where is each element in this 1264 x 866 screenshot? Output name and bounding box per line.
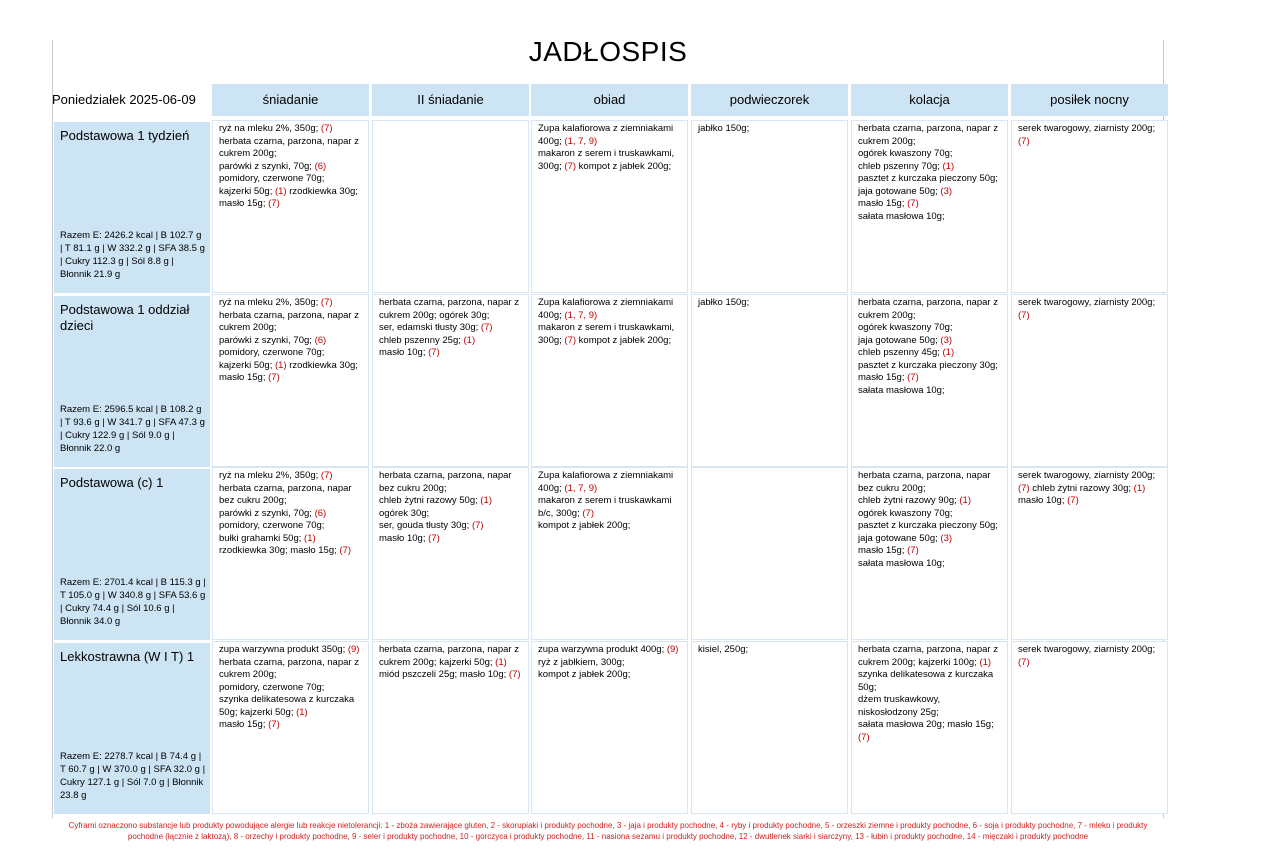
diet-row-header <box>54 122 210 293</box>
diet-name: Podstawowa (c) 1 <box>60 475 164 490</box>
nutrition-summary: Razem E: 2426.2 kcal | B 102.7 g | T 81.1 g | W 332.2 g | SFA 38.5 g | Cukry 112.3 g | Sól 8.8 g | Błonnik 21.9 g <box>60 230 205 280</box>
allergen-marker: (7) <box>1018 135 1030 147</box>
allergen-marker: (1) <box>480 495 493 506</box>
allergen-footnote: Cyframi oznaczono substancje lub produkty powodujące alergie lub reakcje nietolerancji: 1 - zboża zawierające gluten, 2 - skorupiaki i produkty pochodne, 3 - jaja i produkty pochodne, 4 - ryby i produkty pochodne, 5 - orzeszki ziemne i produkty pochodne, 6 - soja i produkty pochodne, 7 - mleko i produkty pochodne (łącznie z laktozą), 8 - orzechy i produkty pochodne, 9 - seler i produkty pochodne, 10 - gorczyca i produkty pochodne, 11 - nasiona sezamu i produkty pochodne, 12 - dwutlenek siarki i siarczyny, 13 - łubin i produkty pochodne, 14 - mięczaki i produkty pochodne <box>68 821 1148 841</box>
page-title: JADŁOSPIS <box>528 36 688 67</box>
date-label: Poniedziałek 2025-06-09 <box>52 92 196 107</box>
meal-cell: serek twarogowy, ziarnisty 200g; (7) <box>1011 120 1168 293</box>
meal-cell: serek twarogowy, ziarnisty 200g; (7) <box>1011 294 1168 467</box>
allergen-marker: (7) <box>1067 495 1079 506</box>
allergen-marker: (1, 7, 9) <box>564 482 598 494</box>
allergen-marker: (1) <box>979 656 992 668</box>
allergen-marker: (7) <box>1018 309 1030 321</box>
allergen-marker: (7) <box>907 198 919 209</box>
allergen-marker: (1) <box>959 495 972 506</box>
meal-cell: Zupa kalafiorowa z ziemniakami 400g; (1, 7, 9) makaron z serem i truskawkami b/c, 300g; (7) kompot z jabłek 200g; <box>531 467 688 640</box>
allergen-marker: (7) <box>1018 482 1030 494</box>
allergen-marker: (1) <box>495 656 507 668</box>
left-border <box>52 40 53 818</box>
column-header: obiad <box>531 84 688 116</box>
column-header: posiłek nocny <box>1011 84 1168 116</box>
meal-cell: herbata czarna, parzona, napar bez cukru 200g; chleb żytni razowy 50g; (1) ogórek 30g; ser, gouda tłusty 30g; (7) masło 10g; (7) <box>372 467 529 640</box>
meal-cell: zupa warzywna produkt 350g; (9) herbata czarna, parzona, napar z cukrem 200g; pomidory, czerwone 70g; szynka delikatesowa z kurczaka 50g; kajzerki 50g; (1) masło 15g; (7) <box>212 641 369 814</box>
meal-cell: serek twarogowy, ziarnisty 200g; (7) chleb żytni razowy 30g; (1) masło 10g; (7) <box>1011 467 1168 640</box>
diet-row-header <box>54 296 210 467</box>
diet-name: Podstawowa 1 oddział dzieci <box>60 302 190 333</box>
meal-cell: kisiel, 250g; <box>691 641 848 814</box>
meal-cell: zupa warzywna produkt 400g; (9) ryż z jabłkiem, 300g; kompot z jabłek 200g; <box>531 641 688 814</box>
diet-row-header <box>54 469 210 640</box>
meal-cell: jabłko 150g; <box>691 120 848 293</box>
allergen-marker: (7) <box>480 322 493 333</box>
meal-cell <box>372 120 529 293</box>
allergen-marker: (1) <box>296 706 308 718</box>
meal-cell: herbata czarna, parzona, napar z cukrem 200g; ogórek 30g; ser, edamski tłusty 30g; (7) chleb pszenny 25g; (1) masło 10g; (7) <box>372 294 529 467</box>
allergen-marker: (1) <box>304 532 316 544</box>
allergen-marker: (7) <box>564 160 577 172</box>
meal-cell <box>691 467 848 640</box>
allergen-marker: (7) <box>907 372 919 383</box>
meal-cell: herbata czarna, parzona, napar z cukrem 200g; kajzerki 100g; (1) szynka delikatesowa z kurczaka 50g; dżem truskawkowy, niskosłodzony 25g; sałata masłowa 20g; masło 15g; (7) <box>851 641 1008 814</box>
allergen-marker: (1) <box>942 347 955 358</box>
meal-cell: ryż na mleku 2%, 350g; (7) herbata czarna, parzona, napar bez cukru 200g; parówki z szynki, 70g; (6) pomidory, czerwone 70g; bułki grahamki 50g; (1) rzodkiewka 30g; masło 15g; (7) <box>212 467 369 640</box>
allergen-marker: (1, 7, 9) <box>564 135 598 147</box>
diet-name: Lekkostrawna (W I T) 1 <box>60 649 195 664</box>
allergen-marker: (7) <box>268 719 280 730</box>
nutrition-summary: Razem E: 2278.7 kcal | B 74.4 g | T 60.7 g | W 370.0 g | SFA 32.0 g | Cukry 127.1 g | Sól 7.0 g | Błonnik 23.8 g <box>60 751 206 801</box>
allergen-marker: (7) <box>320 470 333 481</box>
allergen-marker: (7) <box>858 731 870 743</box>
nutrition-summary: Razem E: 2701.4 kcal | B 115.3 g | T 105.0 g | W 340.8 g | SFA 53.6 g | Cukry 74.4 g | Sól 10.6 g | Błonnik 34.0 g <box>60 577 206 627</box>
allergen-marker: (3) <box>940 334 953 346</box>
allergen-marker: (7) <box>428 532 440 544</box>
allergen-marker: (7) <box>320 123 333 134</box>
meal-cell: ryż na mleku 2%, 350g; (7) herbata czarna, parzona, napar z cukrem 200g; parówki z szynki, 70g; (6) pomidory, czerwone 70g; kajzerki 50g; (1) rzodkiewka 30g; masło 15g; (7) <box>212 294 369 467</box>
allergen-marker: (7) <box>907 545 919 556</box>
allergen-marker: (7) <box>1018 656 1030 668</box>
allergen-marker: (3) <box>940 532 953 544</box>
allergen-marker: (7) <box>268 198 280 209</box>
allergen-marker: (7) <box>268 372 280 383</box>
column-header: kolacja <box>851 84 1008 116</box>
allergen-marker: (6) <box>314 507 327 519</box>
allergen-marker: (7) <box>471 520 484 531</box>
allergen-marker: (1, 7, 9) <box>564 309 598 321</box>
meal-cell: herbata czarna, parzona, napar z cukrem 200g; ogórek kwaszony 70g; chleb pszenny 70g; (1) pasztet z kurczaka pieczony 50g; jaja gotowane 50g; (3) masło 15g; (7) sałata masłowa 10g; <box>851 120 1008 293</box>
allergen-marker: (6) <box>314 160 327 172</box>
allergen-marker: (6) <box>314 334 327 346</box>
meal-cell: ryż na mleku 2%, 350g; (7) herbata czarna, parzona, napar z cukrem 200g; parówki z szynki, 70g; (6) pomidory, czerwone 70g; kajzerki 50g; (1) rzodkiewka 30g; masło 15g; (7) <box>212 120 369 293</box>
allergen-marker: (7) <box>582 507 594 519</box>
meal-cell: Zupa kalafiorowa z ziemniakami 400g; (1, 7, 9) makaron z serem i truskawkami, 300g; (7) kompot z jabłek 200g; <box>531 294 688 467</box>
allergen-marker: (1) <box>274 359 287 371</box>
allergen-marker: (1) <box>463 334 476 346</box>
meal-cell: serek twarogowy, ziarnisty 200g; (7) <box>1011 641 1168 814</box>
meal-cell: Zupa kalafiorowa z ziemniakami 400g; (1, 7, 9) makaron z serem i truskawkami, 300g; (7) kompot z jabłek 200g; <box>531 120 688 293</box>
nutrition-summary: Razem E: 2596.5 kcal | B 108.2 g | T 93.6 g | W 341.7 g | SFA 47.3 g | Cukry 122.9 g | Sól 9.0 g | Błonnik 22.0 g <box>60 404 205 454</box>
allergen-marker: (7) <box>339 545 352 556</box>
meal-cell: herbata czarna, parzona, napar bez cukru 200g; chleb żytni razowy 90g; (1) ogórek kwaszony 70g; pasztet z kurczaka pieczony 50g; jaja gotowane 50g; (3) masło 15g; (7) sałata masłowa 10g; <box>851 467 1008 640</box>
allergen-marker: (9) <box>347 644 360 655</box>
column-header: II śniadanie <box>372 84 529 116</box>
allergen-marker: (7) <box>508 669 521 680</box>
column-header: śniadanie <box>212 84 369 116</box>
diet-name: Podstawowa 1 tydzień <box>60 128 190 143</box>
allergen-marker: (7) <box>564 334 577 346</box>
meal-cell: herbata czarna, parzona, napar z cukrem 200g; kajzerki 50g; (1) miód pszczeli 25g; masło 10g; (7) <box>372 641 529 814</box>
meal-cell: herbata czarna, parzona, napar z cukrem 200g; ogórek kwaszony 70g; jaja gotowane 50g; (3) chleb pszenny 45g; (1) pasztet z kurczaka pieczony 30g; masło 15g; (7) sałata masłowa 10g; <box>851 294 1008 467</box>
column-header: podwieczorek <box>691 84 848 116</box>
allergen-marker: (1) <box>942 160 955 172</box>
diet-row-header <box>54 643 210 814</box>
allergen-marker: (7) <box>428 347 440 358</box>
allergen-marker: (1) <box>1133 482 1146 494</box>
meal-cell: jabłko 150g; <box>691 294 848 467</box>
allergen-marker: (1) <box>274 185 287 197</box>
allergen-marker: (9) <box>666 644 679 655</box>
allergen-marker: (7) <box>320 297 333 308</box>
allergen-marker: (3) <box>940 185 953 197</box>
